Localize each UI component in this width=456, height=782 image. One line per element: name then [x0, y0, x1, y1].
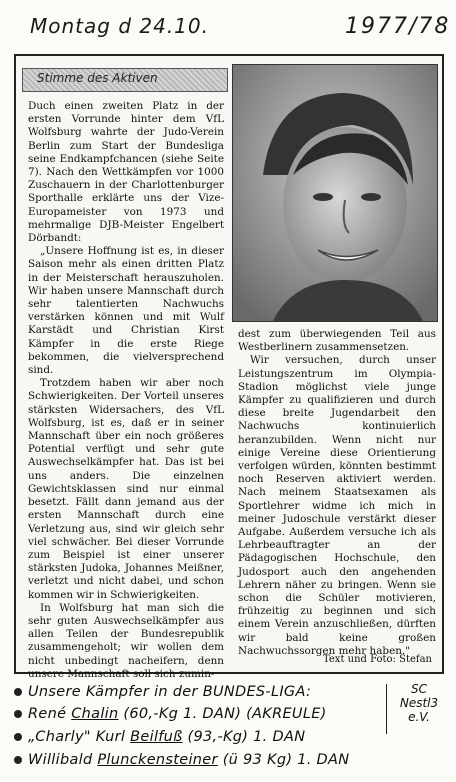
handwritten-note-fighter [14, 706, 327, 722]
handwritten-note-fighter [14, 752, 349, 768]
handwritten-note-fighter [14, 729, 305, 745]
note-text: (93,-Kg) 1. DAN [182, 729, 306, 745]
club-note: SC Nestl3 e.V. [399, 682, 439, 724]
note-text: (ü 93 Kg) 1. DAN [217, 752, 350, 768]
paragraph: „Unsere Hoffnung ist es, in dieser Saison mehr als einen dritten Platz in der Meisterschaft herauszuholen. Wir haben unsere Mannschaft durch sehr talentierten Nachwuchs verstärken können und mit Wulf Karstädt und Christian Kirst Kämpfer in die erste Riege bekommen, die vielversprechend sind. [28, 245, 224, 377]
note-text: (60,-Kg 1. DAN) (AKREULE) [118, 706, 327, 722]
paragraph: In Wolfsburg hat man sich die sehr guten Auswechselkämpfer aus allen Teilen der Bundesrepublik zusammengeholt; wir wollen dem nicht unbedingt nacheifern, denn unsere Mannschaft soll sich zumin- [28, 601, 224, 680]
paragraph: dest zum überwiegenden Teil aus Westberlinern zusammensetzen. [238, 328, 436, 354]
bullet-icon [14, 756, 22, 764]
bullet-icon [14, 733, 22, 741]
fighter-name: Chalin [71, 706, 119, 722]
paragraph: Trotzdem haben wir aber noch Schwierigkeiten. Der Vorteil unseres stärksten Widersachers, des VfL Wolfsburg, ist es, daß er in seiner Mannschaft über ein noch größeres Potential verfügt und sehr gute Auswechselkämpfer hat. Das ist bei uns anders. Die einzelnen Gewichtsklassen sind nur einmal besetzt. Fällt dann jemand aus der ersten Mannschaft durch eine Verletzung aus, sind wir gleich sehr viel schwächer. Bei dieser Vorrunde zum Beispiel ist einer unserer stärksten Judoka, Johannes Meißner, verletzt und nicht dabei, und schon kommen wir in Schwierigkeiten. [28, 377, 224, 601]
bullet-icon [14, 688, 22, 696]
paragraph: Wir versuchen, durch unser Leistungszentrum im Olympia-Stadion möglichst viele junge Kämpfer zu qualifizieren und durch diese breite Jugendarbeit den Nachwuchs kontinuierlich heranzubilden. Wenn nicht nur einige Vereine diese Orientierung verfolgen würden, könnten bestimmt noch Reserven aktiviert werden. Nach meinem Staatsexamen als Sportlehrer widme ich mich in meiner Judoschule verstärkt dieser Aufgabe. Außerdem versuche ich als Lehrbeauftragter an der Pädagogischen Hochschule, den Judosport auch den angehenden Lehrern näher zu bringen. Wenn sie schon die Schüler motivieren, frühzeitig zu beginnen und sich einem Verein anzuschließen, dürften wir bald keine großen Nachwuchssorgen mehr haben." [238, 354, 436, 657]
handwritten-note-heading [14, 684, 311, 700]
note-text: Willibald [28, 752, 98, 768]
note-text: René [28, 706, 72, 722]
note-text: Unsere Kämpfer in der BUNDES-LIGA: [28, 684, 312, 700]
bullet-icon [14, 710, 22, 718]
header-title: Stimme des Aktiven [37, 71, 158, 85]
fighter-name: Beilfuß [130, 729, 183, 745]
photo-credit: Text und Foto: Stefan [323, 654, 432, 665]
portrait-photo [232, 64, 438, 322]
article-column-right [238, 328, 436, 658]
note-text: „Charly" Kurl [28, 729, 131, 745]
divider [386, 684, 387, 734]
newspaper-clipping [14, 54, 444, 680]
header-box [22, 68, 228, 92]
handwritten-date: Montag d 24.10. [30, 14, 209, 38]
article-column-left [28, 100, 224, 681]
paragraph: Duch einen zweiten Platz in der ersten Vorrunde hinter dem VfL Wolfsburg wahrte der Judo-Verein Berlin zum Start der Bundesliga seine Endkampfchancen (siehe Seite 7). Nach den Wettkämpfen vor 1000 Zuschauern in der Charlottenburger Sporthalle erklärte uns der Vize-Europameister von 1973 und mehrmalige DJB-Meister Engelbert Dörbandt: [28, 100, 224, 245]
fighter-name: Plunckensteiner [97, 752, 218, 768]
handwritten-season: 1977/78 [345, 14, 451, 39]
